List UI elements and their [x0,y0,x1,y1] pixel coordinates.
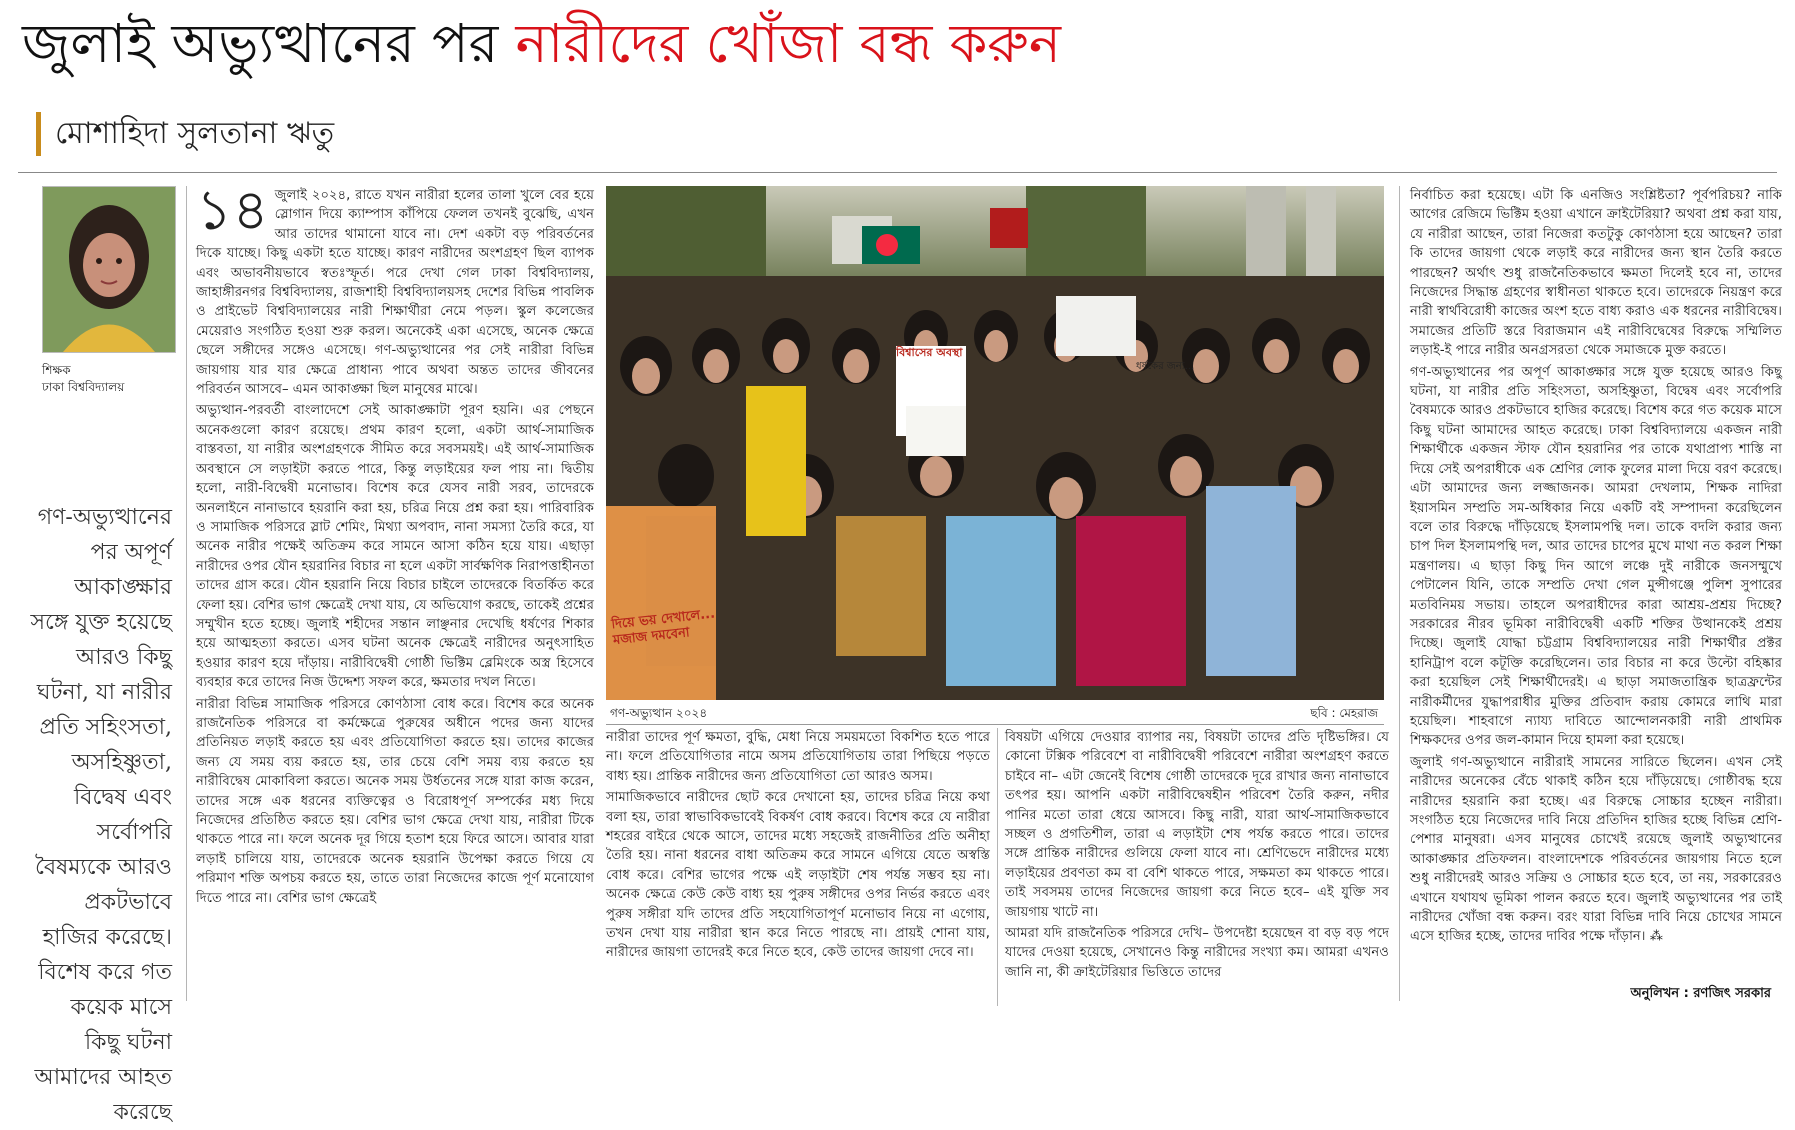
author-role: শিক্ষক [42,363,71,377]
article-column-4 [1410,186,1782,976]
author-institution: ঢাকা বিশ্ববিদ্যালয় [42,380,125,394]
paragraph: নির্বাচিত করা হয়েছে। এটা কি এনজিও সংশ্লিষ্টতা? পূর্বপরিচয়? নাকি আগের রেজিমে ভিক্টিম হওয়া এখানে ক্রাইটেরিয়া? অথবা প্রশ্ন করা যায়, যে নারীরা আছেন, তারা নিজেরা কতটুকু কোণঠাসা হয়ে আছেন? তারা কি তাদের জায়গা থেকে লড়াই করে নারীদের জন্য স্থান তৈরি করতে পারছেন? অর্থাৎ শুধু রাজনৈতিকভাবে ক্ষমতা দিলেই হবে না, তাদের নিজেদের সিদ্ধান্ত গ্রহণের স্বাধীনতা থাকতে হবে। তাদেরকে নিয়ন্ত্রণ করে নারী স্বার্থবিরোধী কাজের অংশ হতে বাধ্য করাও এক ধরনের নারীবিদ্বেষ। সমাজের প্রতিটি স্তরে বিরাজমান এই নারীবিদ্বেষের বিরুদ্ধে সম্মিলিত লড়াই-ই পারে নারীর অনগ্রসরতা থেকে সমাজকে মুক্ত করতে। [1410,188,1782,359]
author-photo [42,186,176,353]
header-divider [18,172,1777,173]
photo-caption: গণ-অভ্যুত্থান ২০২৪ [610,706,708,720]
photo-caption-bar [606,702,1384,725]
article-column-1 [196,178,594,1001]
article-column-2 [606,728,990,1008]
paragraph: জুলাই গণ-অভ্যুত্থানে নারীরাই সামনের সারিতে ছিলেন। এখন সেই নারীদের অনেকের বেঁচে থাকাই কঠিন হয়ে দাঁড়িয়েছে। গোষ্ঠীবদ্ধ হয়ে নারীদের হয়রানি করা হচ্ছে। এর বিরুদ্ধে সোচ্চার হচ্ছেন নারীরা। সংগঠিত হয়ে নিজেদের দাবি নিয়ে প্রতিদিন হাজির হচ্ছে বিভিন্ন শ্রেণি-পেশার মানুষরা। এসব মানুষের চোখেই রয়েছে জুলাই অভ্যুত্থানের আকাঙ্ক্ষার প্রতিফলন। বাংলাদেশকে পরিবর্তনের জায়গায় নিতে হলে শুধু নারীদেরই আরও সক্রিয় ও সোচ্চার হতে হবে, তা নয়, সরকারেরও এখানে যথাযথ ভূমিকা পালন করতে হবে। জুলাই অভ্যুত্থানের পর তাই নারীদের খোঁজা বন্ধ করুন। বরং যারা বিভিন্ন দাবি নিয়ে চোখের সামনে এসে হাজির হচ্ছে, তাদের দাবির পক্ষে দাঁড়ান। ⁂ [1410,754,1782,945]
protest-sign-center: বিশ্বাসের অবস্থা [896,346,963,359]
headline-part-2: নারীদের খোঁজা বন্ধ করুন [515,12,1062,75]
column-divider [186,186,187,1001]
paragraph: অভ্যুত্থান-পরবর্তী বাংলাদেশে সেই আকাঙ্ক্ষাটা পূরণ হয়নি। এর পেছনে অনেকগুলো কারণ রয়েছে। প্রথম কারণ হলো, একটা আর্থ-সামাজিক বাস্তবতা, যা নারীর অংশগ্রহণকে সীমিত করে সবসময়ই। এই আর্থ-সামাজিক অবস্থানে সে লড়াইটা করতে পারে, কিন্তু লড়াইয়ের ফল পায় না। দ্বিতীয় হলো, নারী-বিদ্বেষী মনোভাব। বিশেষ করে যেসব নারী সরব, তাদেরকে অনলাইনে নানাভাবে হয়রানি করা হয়, চরিত্র নিয়ে প্রশ্ন করা হয়। পারিবারিক ও সামাজিক পরিসরে স্লাট শেমিং, মিথ্যা অপবাদ, নানা সমস্যা তৈরি করে, যা অনেক নারীর পক্ষেই অতিক্রম করে সামনে আসা কঠিন হয়ে যায়। এছাড়া নারীদের ওপর যৌন হয়রানির বিচার না হলে একটা সার্বক্ষণিক নিরাপত্তাহীনতা তাদের গ্রাস করে। যৌন হয়রানি নিয়ে বিচার চাইলে তাদেরকে বিতর্কিত করে ফেলা হয়। বেশির ভাগ ক্ষেত্রেই দেখা যায়, যে অভিযোগ করছে, তাকেই প্রশ্নের সম্মুখীন হতে হচ্ছে। জুলাই শহীদের সন্তান লাঞ্ছনার দেখেছি ধর্ষণের শিকার হয়ে আত্মহত্যা করতে। এসব ঘটনা অনেক ক্ষেত্রেই নারীদের অনুৎসাহিত হওয়ার কারণ হয়ে দাঁড়ায়। নারীবিদ্বেষী গোষ্ঠী ভিক্টিম ব্লেমিংকে অস্ত্র হিসেবে ব্যবহার করে তাদের নিজ উদ্দেশ্য সফল করে, ক্ষমতার দখল নিতে। [196,403,594,691]
paragraph: আমরা যদি রাজনৈতিক পরিসরে দেখি– উপদেষ্টা হয়েছেন বা বড় বড় পদে যাদের দেওয়া হয়েছে, সেখানেও কিন্তু নারীদের সংখ্যা কম। আমরা এখনও জানি না, কী ক্রাইটেরিয়ার ভিত্তিতে তাদের [1005,926,1389,980]
protest-sign-left: দিয়ে ভয় দেখালে... মজাজ দমবেনা [610,606,716,649]
paragraph: নারীরা বিভিন্ন সামাজিক পরিসরে কোণঠাসা বোধ করে। বিশেষ করে অনেক রাজনৈতিক পরিসরে বা কর্মক্ষেত্রে পুরুষের অধীনে পদের জন্য যাদের প্রতিনিয়ত লড়াই করতে হয় এবং প্রতিযোগিতা করতে হয়। তাদের কাজের জন্য যে সময় ব্যয় করতে হয়, তার চেয়ে বেশি সময় ব্যয় করতে হয় নারীবিদ্বেষ মোকাবিলা করতে। অনেক সময় উর্ধতনের সঙ্গে যারা কাজ করেন, তাদের সঙ্গে এক ধরনের ব্যক্তিত্বের ও বিরোধপূর্ণ সম্পর্কের মধ্য দিয়ে নিজেদের প্রতিষ্ঠিত করতে হয়। বেশির ভাগ ক্ষেত্রে দেখা যায়, নারীরা টিকে থাকতে পারে না। ফলে অনেক দূর গিয়ে হতাশ হয়ে ফিরে আসে। আবার যারা লড়াই চালিয়ে যায়, তাদেরকে অনেক হয়রানি উপেক্ষা করতে গিয়ে যে পরিমাণ শক্তি অপচয় করতে হয়, তাতে তারা নিজেদের কাজে পূর্ণ মনোযোগ দিতে পারে না। বেশির ভাগ ক্ষেত্রেই [196,696,594,906]
column-divider [1399,186,1400,1001]
paragraph: নারীরা তাদের পূর্ণ ক্ষমতা, বুদ্ধি, মেধা নিয়ে সময়মতো বিকশিত হতে পারে না। ফলে প্রতিযোগিতার নামে অসম প্রতিযোগিতায় তারা পিছিয়ে পড়তে বাধ্য হয়। প্রান্তিক নারীদের জন্য প্রতিযোগিতা তো আরও অসম। [606,730,990,784]
paragraph: সামাজিকভাবে নারীদের ছোট করে দেখানো হয়, তাদের চরিত্র নিয়ে কথা বলা হয়, তারা স্বাভাবিকভাবেই বিকর্ষণ বোধ করবে। বিশেষ করে যে নারীরা শহরের বাইরে থেকে আসে, তাদের মধ্যে সহজেই রাজনীতির প্রতি অনীহা তৈরি হয়। নানা ধরনের বাধা অতিক্রম করে সামনে এগিয়ে যেতে অস্বস্তি বোধ করে। বেশির ভাগের পক্ষে এই লড়াইটা শেষ পর্যন্ত সম্ভব হয় না। অনেক ক্ষেত্রে কেউ কেউ বাধ্য হয় পুরুষ সঙ্গীদের ওপর নির্ভর করতে এবং পুরুষ সঙ্গীরা যদি তাদের প্রতি সহযোগিতাপূর্ণ মনোভাব নিয়ে না এগোয়, তখন দেখা যায় নারীরা স্থান করে নিতে পারছে না। প্রায়ই শোনা যায়, নারীদের জায়গা তাদেরই করে নিতে হবে, কেউ তাদের জায়গা দেবে না। [606,790,990,961]
paragraph: জুলাই ২০২৪, রাতে যখন নারীরা হলের তালা খুলে বের হয়ে স্লোগান দিয়ে ক্যাম্পাস কাঁপিয়ে ফেলল তখনই বুঝেছি, এখন আর তাদের থামানো যাবে না। দেশ একটা বড় পরিবর্তনের দিকে যাচ্ছে। কিছু একটা হতে যাচ্ছে। কারণ নারীদের অংশগ্রহণ ছিল ব্যাপক এবং অভাবনীয়ভাবে স্বতঃস্ফূর্ত। পরে দেখা গেল ঢাকা বিশ্ববিদ্যালয়, জাহাঙ্গীরনগর বিশ্ববিদ্যালয়, রাজশাহী বিশ্ববিদ্যালয়সহ দেশের বিভিন্ন পাবলিক ও প্রাইভেট বিশ্ববিদ্যালয়ের নারী শিক্ষার্থীরা নেমে পড়ল। স্কুল কলেজের মেয়েরাও সংগঠিত হওয়া শুরু করল। অনেকেই একা এসেছে, অনেক ক্ষেত্রে ছেলে সঙ্গীদের সঙ্গেও এসেছে। গণ-অভ্যুত্থানের পর সেই নারীরা বিভিন্ন জায়গায় যার যার ক্ষেত্রে প্রাধান্য পাবে অথবা অন্তত তাদের জীবনের পরিবর্তন আসবে– এমন আকাঙ্ক্ষা ছিল মানুষের মাঝে। [196,188,594,398]
column-divider [997,728,998,1006]
bangladesh-flag-icon [862,226,920,264]
photo-credit: ছবি : মেহরাজ [1310,706,1378,720]
article-column-3 [1005,728,1389,1008]
transcriber-credit: অনুলিখন : রণজিৎ সরকার [1630,986,1771,1001]
paragraph: গণ-অভ্যুত্থানের পর অপূর্ণ আকাঙ্ক্ষার সঙ্গে যুক্ত হয়েছে আরও কিছু ঘটনা, যা নারীর প্রতি সহিংসতা, অসহিষ্ণুতা, বিদ্বেষ এবং সর্বোপরি বৈষম্যকে আরও প্রকটভাবে হাজির করেছে। বিশেষ করে গত কয়েক মাসে কিছু ঘটনা আমাদের আহত করেছে। ঢাকা বিশ্ববিদ্যালয়ে একজন নারী শিক্ষার্থীকে একজন স্টাফ যৌন হয়রানির পর তাকে যথাপ্রাপ্য শাস্তি না দিয়ে সেই অপরাধীকে এক শ্রেণির লোক ফুলের মালা দিয়ে বরণ করেছে। এটা আমাদের জন্য লজ্জাজনক। আমরা দেখলাম, শিক্ষক নাদিরা ইয়াসমিন সম্প্রতি সম-অধিকার নিয়ে একটি বই সম্পাদনা করেছিলেন বলে তার বিরুদ্ধে দাঁড়িয়েছে ইসলামপন্থি দল। তাকে বদলি করার জন্য চাপ দিল ইসলামপন্থি দল, আর তাদের চাপের মুখে মাথা নত করল শিক্ষা মন্ত্রণালয়। এ ছাড়া কিছু দিন আগে লঞ্চে দুই নারীকে জনসম্মুখে পেটালেন যিনি, তাকে সম্প্রতি দেখা গেল মুন্সীগঞ্জে পুলিশ সুপারের মতবিনিময় সভায়। তাহলে অপরাধীদের কারা আশ্রয়-প্রশ্রয় দিচ্ছে? সরকারের নীরব ভূমিকা নারীবিদ্বেষী একটি শক্তির উত্থানকেই প্রশ্রয় দিচ্ছে। জুলাই যোদ্ধা চট্টগ্রাম বিশ্ববিদ্যালয়ের নারী শিক্ষার্থীর প্রক্টর হানিট্রাপ বলে কটূক্তি করেছিলেন। তার বিচার না করে উল্টো বহিষ্কার করা হয়েছিল সেই শিক্ষার্থীদেরই। এ ছাড়া সমাজতান্ত্রিক ছাত্রফ্রন্টের নারীকর্মীদের যুদ্ধাপরাধীর মুক্তির প্রতিবাদ করায় কোমরে লাথি মারা হয়েছিল। শাহবাগে ন্যায্য দাবিতে আন্দোলনকারী নারী প্রাথমিক শিক্ষকদের ওপর জল-কামান দিয়ে হামলা করা হয়েছে। [1410,364,1782,749]
headline [22,4,1061,84]
dropcap: ১৪ [196,178,269,243]
byline: মোশাহিদা সুলতানা ঋতু [36,112,334,156]
author-credentials [42,362,180,396]
headline-part-1: জুলাই অভ্যুত্থানের পর [22,12,516,75]
protest-sign-right: ধর্ষকের জন্য... [1136,361,1195,372]
paragraph: বিষয়টা এগিয়ে দেওয়ার ব্যাপার নয়, বিষয়টা তাদের প্রতি দৃষ্টিভঙ্গির। যে কোনো টক্সিক পরিবেশে বা নারীবিদ্বেষী পরিবেশে নারীরা অংশগ্রহণ করতে চাইবে না– এটা জেনেই বিশেষ গোষ্ঠী তাদেরকে দূরে রাখার জন্য নানাভাবে তৎপর হয়। আপনি একটা নারীবিদ্বেষহীন পরিবেশ তৈরি করুন, নদীর পানির মতো তারা ধেয়ে আসবে। কিছু নারী, যারা আর্থ-সামাজিকভাবে সচ্ছল ও প্রগতিশীল, তারা এ লড়াইটা শেষ পর্যন্ত করতে পারে। তাদের সঙ্গে প্রান্তিক নারীদের গুলিয়ে ফেলা যাবে না। শ্রেণিভেদে নারীদের মধ্যে লড়াইয়ের প্রবণতা কম বা বেশি থাকতে পারে, সক্ষমতা কম থাকতে পারে। তাই সবসময় তাদের নিজেদের জায়গা করে নিতে হবে– এই যুক্তি সব জায়গায় খাটে না। [1005,730,1389,920]
pull-quote: গণ-অভ্যুত্থানের পর অপূর্ণ আকাঙ্ক্ষার সঙ্গে যুক্ত হয়েছে আরও কিছু ঘটনা, যা নারীর প্রতি সহিংসতা, অসহিষ্ণুতা, বিদ্বেষ এবং সর্বোপরি বৈষম্যকে আরও প্রকটভাবে হাজির করেছে। বিশেষ করে গত কয়েক মাসে কিছু ঘটনা আমাদের আহত করেছে [30,505,172,1125]
